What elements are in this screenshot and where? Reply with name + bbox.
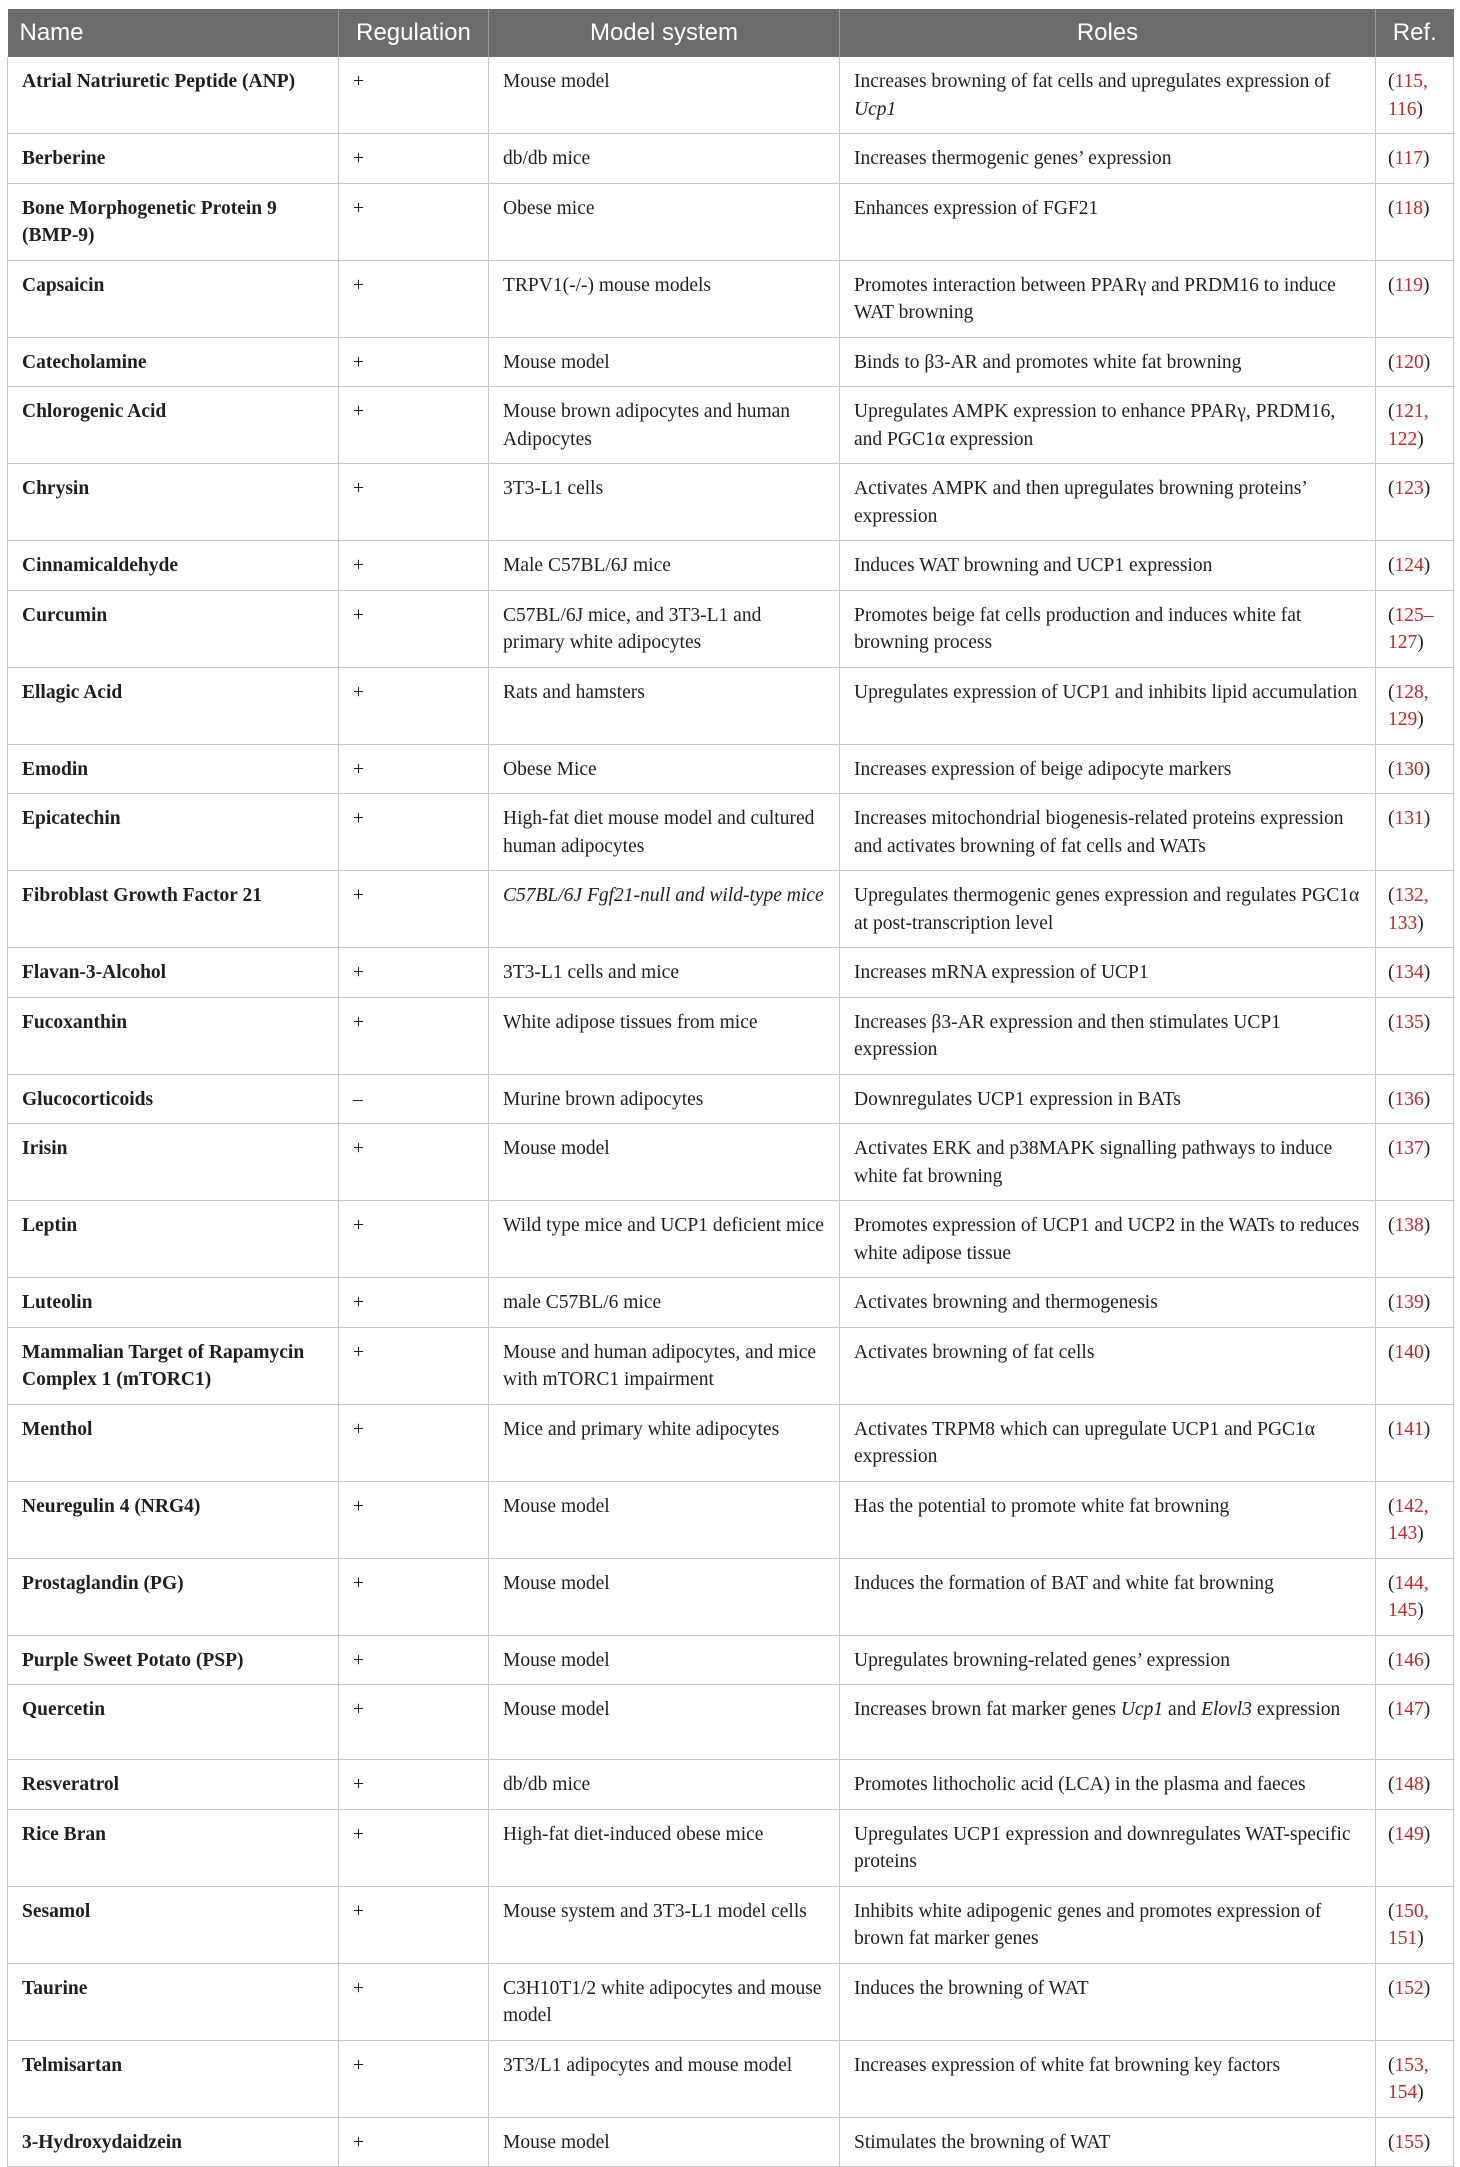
cell-roles: Increases thermogenic genes’ expression (840, 134, 1376, 184)
cell-regulation: + (339, 1404, 489, 1481)
ref-link[interactable]: 140 (1394, 1341, 1424, 1363)
ref-link[interactable]: 149 (1394, 1823, 1424, 1845)
cell-roles: Promotes interaction between PPARγ and PRDM16 to induce WAT browning (840, 260, 1376, 337)
cell-regulation: + (339, 948, 489, 998)
cell-model-system: Rats and hamsters (489, 667, 840, 744)
cell-ref[interactable]: (128, 129) (1376, 667, 1454, 744)
ref-link[interactable]: 123 (1394, 478, 1424, 499)
cell-name: Ellagic Acid (8, 667, 339, 744)
ref-link[interactable]: 119 (1394, 274, 1424, 296)
table-row (8, 1124, 1454, 1201)
cell-regulation: + (339, 1481, 489, 1558)
table-row (8, 997, 1454, 1074)
cell-model-system: Mouse model (489, 57, 840, 134)
cell-roles: Upregulates expression of UCP1 and inhibits lipid accumulation (840, 667, 1376, 744)
cell-regulation: + (339, 997, 489, 1074)
cell-ref[interactable]: (124) (1376, 541, 1454, 591)
ref-link[interactable]: 118 (1394, 197, 1424, 219)
ref-link[interactable]: 132, 133 (1388, 885, 1429, 934)
cell-name: Leptin (8, 1201, 339, 1278)
cell-name: Luteolin (8, 1278, 339, 1328)
cell-regulation: + (339, 541, 489, 591)
cell-roles: Upregulates browning-related genes’ expression (840, 1635, 1376, 1685)
ref-link[interactable]: 150, 151 (1388, 1900, 1429, 1949)
cell-regulation: – (339, 1074, 489, 1124)
cell-regulation: + (339, 464, 489, 541)
cell-regulation: + (339, 1685, 489, 1760)
table-row (8, 667, 1454, 744)
cell-ref[interactable]: (123) (1376, 464, 1454, 541)
cell-name: Glucocorticoids (8, 1074, 339, 1124)
table-row (8, 541, 1454, 591)
table-row (8, 1278, 1454, 1328)
cell-ref[interactable]: (118) (1376, 183, 1454, 260)
cell-ref[interactable]: (139) (1376, 1278, 1454, 1328)
cell-roles: Induces the formation of BAT and white fat browning (840, 1558, 1376, 1635)
ref-link[interactable]: 115, 116 (1388, 71, 1428, 120)
cell-model-system: Mouse system and 3T3-L1 model cells (489, 1886, 840, 1963)
cell-model-system: Mouse and human adipocytes, and mice with mTORC1 impairment (489, 1327, 840, 1404)
cell-ref[interactable]: (137) (1376, 1124, 1454, 1201)
cell-name: Telmisartan (8, 2040, 339, 2117)
cell-model-system: Wild type mice and UCP1 deficient mice (489, 1201, 840, 1278)
cell-roles: Induces the browning of WAT (840, 1963, 1376, 2040)
table-row (8, 794, 1454, 871)
ref-link[interactable]: 134 (1394, 962, 1424, 983)
cell-model-system: C3H10T1/2 white adipocytes and mouse model (489, 1963, 840, 2040)
cell-ref[interactable]: (132, 133) (1376, 871, 1454, 948)
cell-model-system: 3T3-L1 cells (489, 464, 840, 541)
ref-link[interactable]: 144, 145 (1388, 1572, 1429, 1621)
ref-link[interactable]: 128, 129 (1388, 681, 1429, 730)
cell-model-system: db/db mice (489, 1760, 840, 1810)
cell-regulation: + (339, 57, 489, 134)
cell-name: Taurine (8, 1963, 339, 2040)
cell-roles: Increases mitochondrial biogenesis-related proteins expression and activates browning of fat cells and WATs (840, 794, 1376, 871)
cell-regulation: + (339, 794, 489, 871)
cell-regulation: + (339, 1809, 489, 1886)
cell-name: Emodin (8, 744, 339, 794)
cell-name: Purple Sweet Potato (PSP) (8, 1635, 339, 1685)
cell-roles: Activates TRPM8 which can upregulate UCP1 and PGC1α expression (840, 1404, 1376, 1481)
cell-regulation: + (339, 1886, 489, 1963)
ref-link[interactable]: 117 (1394, 148, 1424, 169)
cell-name: Flavan-3-Alcohol (8, 948, 339, 998)
cell-regulation: + (339, 2117, 489, 2167)
regulators-table (7, 9, 1454, 2167)
cell-name: Chrysin (8, 464, 339, 541)
ref-link[interactable]: 153, 154 (1388, 2054, 1429, 2103)
cell-ref[interactable]: (142, 143) (1376, 1481, 1454, 1558)
cell-regulation: + (339, 1124, 489, 1201)
cell-model-system: High-fat diet-induced obese mice (489, 1809, 840, 1886)
cell-name: Fibroblast Growth Factor 21 (8, 871, 339, 948)
cell-ref[interactable]: (117) (1376, 134, 1454, 184)
cell-ref[interactable]: (120) (1376, 337, 1454, 387)
header-name: Name (8, 9, 339, 57)
ref-link[interactable]: 152 (1394, 1977, 1424, 1999)
cell-regulation: + (339, 1635, 489, 1685)
cell-model-system: Mouse model (489, 2117, 840, 2167)
cell-model-system: Male C57BL/6J mice (489, 541, 840, 591)
table-row (8, 2040, 1454, 2117)
cell-name: Sesamol (8, 1886, 339, 1963)
cell-name: Rice Bran (8, 1809, 339, 1886)
cell-roles: Upregulates UCP1 expression and downregulates WAT-specific proteins (840, 1809, 1376, 1886)
ref-link[interactable]: 124 (1394, 555, 1424, 576)
table-row (8, 134, 1454, 184)
cell-roles: Increases β3-AR expression and then stimulates UCP1 expression (840, 997, 1376, 1074)
cell-ref[interactable]: (153, 154) (1376, 2040, 1454, 2117)
table-row (8, 1685, 1454, 1760)
cell-name: Prostaglandin (PG) (8, 1558, 339, 1635)
cell-ref[interactable]: (152) (1376, 1963, 1454, 2040)
cell-name: Quercetin (8, 1685, 339, 1760)
cell-ref[interactable]: (121, 122) (1376, 387, 1454, 464)
ref-link[interactable]: 135 (1394, 1011, 1424, 1033)
cell-model-system: Mouse brown adipocytes and human Adipocytes (489, 387, 840, 464)
cell-regulation: + (339, 1963, 489, 2040)
cell-roles: Upregulates AMPK expression to enhance PPARγ, PRDM16, and PGC1α expression (840, 387, 1376, 464)
cell-ref[interactable]: (155) (1376, 2117, 1454, 2167)
table-row (8, 337, 1454, 387)
cell-regulation: + (339, 1327, 489, 1404)
cell-ref[interactable]: (134) (1376, 948, 1454, 998)
cell-regulation: + (339, 1278, 489, 1328)
header-roles: Roles (840, 9, 1376, 57)
cell-name: Berberine (8, 134, 339, 184)
table-row (8, 1327, 1454, 1404)
ref-link[interactable]: 139 (1394, 1292, 1424, 1313)
cell-regulation: + (339, 590, 489, 667)
cell-roles: Inhibits white adipogenic genes and promotes expression of brown fat marker genes (840, 1886, 1376, 1963)
table-row (8, 387, 1454, 464)
ref-link[interactable]: 121, 122 (1388, 401, 1429, 450)
cell-ref[interactable]: (146) (1376, 1635, 1454, 1685)
table-row (8, 2117, 1454, 2167)
cell-ref[interactable]: (150, 151) (1376, 1886, 1454, 1963)
cell-roles: Downregulates UCP1 expression in BATs (840, 1074, 1376, 1124)
table-row (8, 1963, 1454, 2040)
cell-model-system: C57BL/6J mice, and 3T3-L1 and primary white adipocytes (489, 590, 840, 667)
cell-roles: Activates AMPK and then upregulates browning proteins’ expression (840, 464, 1376, 541)
cell-roles: Binds to β3-AR and promotes white fat browning (840, 337, 1376, 387)
ref-link[interactable]: 141 (1394, 1418, 1424, 1440)
cell-ref[interactable]: (147) (1376, 1685, 1454, 1760)
cell-name: Menthol (8, 1404, 339, 1481)
ref-link[interactable]: 147 (1394, 1699, 1424, 1720)
table-body (8, 57, 1454, 2167)
cell-regulation: + (339, 260, 489, 337)
cell-roles: Promotes beige fat cells production and induces white fat browning process (840, 590, 1376, 667)
cell-roles: Induces WAT browning and UCP1 expression (840, 541, 1376, 591)
cell-model-system: db/db mice (489, 134, 840, 184)
ref-link[interactable]: 146 (1394, 1649, 1424, 1671)
cell-name: Neuregulin 4 (NRG4) (8, 1481, 339, 1558)
cell-roles: Has the potential to promote white fat browning (840, 1481, 1376, 1558)
table-row (8, 464, 1454, 541)
cell-model-system: Murine brown adipocytes (489, 1074, 840, 1124)
cell-regulation: + (339, 744, 489, 794)
cell-roles: Increases browning of fat cells and upregulates expression of Ucp1 (840, 57, 1376, 134)
ref-link[interactable]: 131 (1394, 808, 1424, 829)
cell-model-system: 3T3/L1 adipocytes and mouse model (489, 2040, 840, 2117)
cell-roles: Promotes expression of UCP1 and UCP2 in the WATs to reduces white adipose tissue (840, 1201, 1376, 1278)
table-row (8, 590, 1454, 667)
table-row (8, 871, 1454, 948)
header-model-system: Model system (489, 9, 840, 57)
cell-ref[interactable]: (119) (1376, 260, 1454, 337)
cell-roles: Stimulates the browning of WAT (840, 2117, 1376, 2167)
cell-regulation: + (339, 183, 489, 260)
table-row (8, 1201, 1454, 1278)
table-row (8, 1481, 1454, 1558)
cell-name: Resveratrol (8, 1760, 339, 1810)
cell-name: Cinnamicaldehyde (8, 541, 339, 591)
table-row (8, 744, 1454, 794)
cell-ref[interactable]: (130) (1376, 744, 1454, 794)
cell-regulation: + (339, 134, 489, 184)
cell-ref[interactable]: (140) (1376, 1327, 1454, 1404)
cell-model-system: Mouse model (489, 1124, 840, 1201)
header-row (8, 9, 1454, 57)
cell-model-system: High-fat diet mouse model and cultured human adipocytes (489, 794, 840, 871)
ref-link[interactable]: 138 (1394, 1215, 1424, 1236)
table-container (7, 9, 1453, 2167)
cell-name: Epicatechin (8, 794, 339, 871)
table-row (8, 1404, 1454, 1481)
cell-roles: Enhances expression of FGF21 (840, 183, 1376, 260)
cell-ref[interactable]: (148) (1376, 1760, 1454, 1810)
ref-link[interactable]: 136 (1394, 1088, 1424, 1110)
table-row (8, 1886, 1454, 1963)
cell-model-system: Mouse model (489, 1635, 840, 1685)
cell-regulation: + (339, 2040, 489, 2117)
cell-roles: Activates ERK and p38MAPK signalling pathways to induce white fat browning (840, 1124, 1376, 1201)
cell-ref[interactable]: (136) (1376, 1074, 1454, 1124)
cell-roles: Activates browning of fat cells (840, 1327, 1376, 1404)
ref-link[interactable]: 148 (1394, 1774, 1424, 1795)
ref-link[interactable]: 125–127 (1388, 604, 1434, 653)
ref-link[interactable]: 120 (1394, 351, 1424, 373)
ref-link[interactable]: 137 (1394, 1138, 1424, 1159)
cell-name: Capsaicin (8, 260, 339, 337)
cell-ref[interactable]: (125–127) (1376, 590, 1454, 667)
cell-regulation: + (339, 1760, 489, 1810)
cell-ref[interactable]: (115, 116) (1376, 57, 1454, 134)
cell-name: Fucoxanthin (8, 997, 339, 1074)
cell-model-system: Mouse model (489, 1481, 840, 1558)
cell-ref[interactable]: (131) (1376, 794, 1454, 871)
cell-model-system: Mouse model (489, 1685, 840, 1760)
table-row (8, 1635, 1454, 1685)
cell-roles: Increases expression of white fat browning key factors (840, 2040, 1376, 2117)
header-regulation: Regulation (339, 9, 489, 57)
cell-ref[interactable]: (138) (1376, 1201, 1454, 1278)
cell-ref[interactable]: (144, 145) (1376, 1558, 1454, 1635)
table-row (8, 1760, 1454, 1810)
ref-link[interactable]: 130 (1394, 758, 1424, 780)
cell-model-system: Mouse model (489, 1558, 840, 1635)
table-row (8, 260, 1454, 337)
cell-name: Atrial Natriuretic Peptide (ANP) (8, 57, 339, 134)
table-row (8, 1558, 1454, 1635)
cell-model-system: Obese Mice (489, 744, 840, 794)
cell-model-system: male C57BL/6 mice (489, 1278, 840, 1328)
table-row (8, 183, 1454, 260)
cell-model-system: TRPV1(-/-) mouse models (489, 260, 840, 337)
ref-link[interactable]: 155 (1394, 2131, 1424, 2153)
cell-ref[interactable]: (135) (1376, 997, 1454, 1074)
cell-regulation: + (339, 337, 489, 387)
cell-name: Chlorogenic Acid (8, 387, 339, 464)
cell-model-system: Mice and primary white adipocytes (489, 1404, 840, 1481)
cell-name: Catecholamine (8, 337, 339, 387)
cell-regulation: + (339, 1201, 489, 1278)
table-row (8, 57, 1454, 134)
cell-model-system: C57BL/6J Fgf21-null and wild-type mice (489, 871, 840, 948)
cell-model-system: Obese mice (489, 183, 840, 260)
cell-model-system: White adipose tissues from mice (489, 997, 840, 1074)
cell-name: 3-Hydroxydaidzein (8, 2117, 339, 2167)
ref-link[interactable]: 142, 143 (1388, 1495, 1429, 1544)
cell-ref[interactable]: (141) (1376, 1404, 1454, 1481)
cell-name: Curcumin (8, 590, 339, 667)
cell-model-system: Mouse model (489, 337, 840, 387)
cell-roles: Increases brown fat marker genes Ucp1 and Elovl3 expression (840, 1685, 1376, 1760)
header-ref: Ref. (1376, 9, 1454, 57)
table-row (8, 948, 1454, 998)
table-row (8, 1809, 1454, 1886)
cell-regulation: + (339, 667, 489, 744)
cell-regulation: + (339, 1558, 489, 1635)
cell-roles: Promotes lithocholic acid (LCA) in the plasma and faeces (840, 1760, 1376, 1810)
cell-model-system: 3T3-L1 cells and mice (489, 948, 840, 998)
cell-name: Irisin (8, 1124, 339, 1201)
cell-name: Bone Morphogenetic Protein 9 (BMP-9) (8, 183, 339, 260)
cell-ref[interactable]: (149) (1376, 1809, 1454, 1886)
cell-roles: Activates browning and thermogenesis (840, 1278, 1376, 1328)
cell-name: Mammalian Target of Rapamycin Complex 1 (mTORC1) (8, 1327, 339, 1404)
cell-regulation: + (339, 871, 489, 948)
cell-regulation: + (339, 387, 489, 464)
cell-roles: Increases expression of beige adipocyte markers (840, 744, 1376, 794)
cell-roles: Increases mRNA expression of UCP1 (840, 948, 1376, 998)
table-row (8, 1074, 1454, 1124)
cell-roles: Upregulates thermogenic genes expression and regulates PGC1α at post-transcription level (840, 871, 1376, 948)
